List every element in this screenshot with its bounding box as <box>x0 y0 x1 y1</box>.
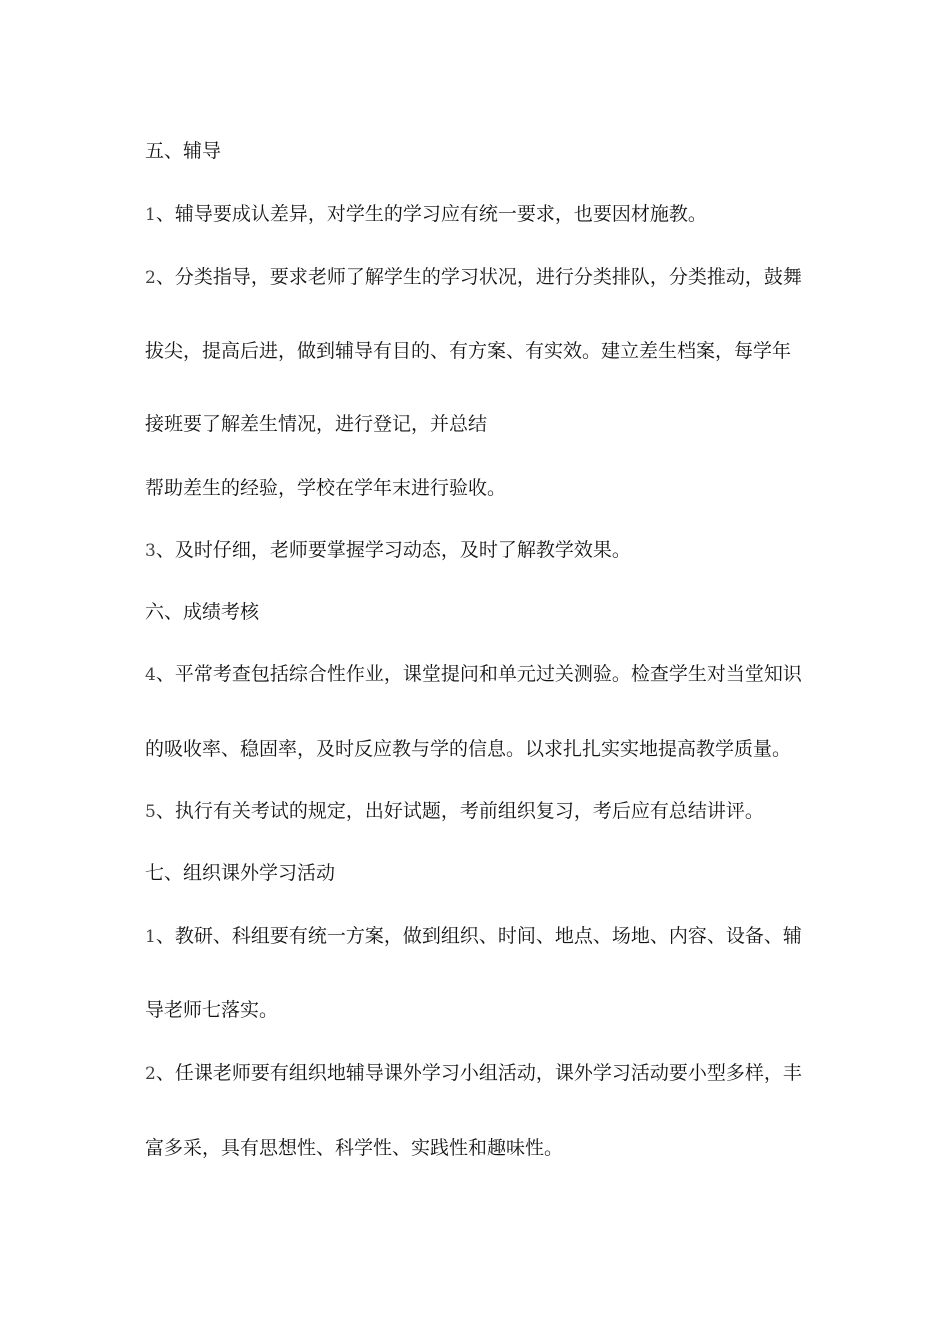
item-number: 2 <box>145 268 156 288</box>
paragraph-text: 、教研、科组要有统一方案，做到组织、时间、地点、场地、内容、设备、辅 <box>155 925 802 947</box>
paragraph-line <box>145 661 845 688</box>
paragraph-line: 帮助差生的经验，学校在学年末进行验收。 <box>145 477 507 499</box>
paragraph-text: 、分类指导，要求老师了解学生的学习状况，进行分类排队，分类推动，鼓舞 <box>155 266 802 288</box>
paragraph-text: 、执行有关考试的规定，出好试题，考前组织复习，考后应有总结讲评。 <box>155 800 764 822</box>
item-number: 2 <box>145 1064 156 1084</box>
paragraph-line <box>145 923 845 950</box>
item-number: 1 <box>145 927 156 947</box>
paragraph-text: 、任课老师要有组织地辅导课外学习小组活动，课外学习活动要小型多样，丰 <box>155 1062 802 1084</box>
section-heading: 六、成绩考核 <box>145 601 260 623</box>
paragraph-text: 、平常考查包括综合性作业，课堂提问和单元过关测验。检查学生对当堂知识 <box>155 663 802 685</box>
paragraph-line: 接班要了解差生情况，进行登记，并总结 <box>145 413 488 435</box>
paragraph-line: 导老师七落实。 <box>145 999 279 1021</box>
paragraph-line: 的吸收率、稳固率，及时反应教与学的信息。以求扎扎实实地提高教学质量。 <box>145 738 792 760</box>
paragraph <box>145 201 845 228</box>
paragraph-text: 、及时仔细，老师要掌握学习动态，及时了解教学效果。 <box>155 539 631 561</box>
section-heading: 七、组织课外学习活动 <box>145 862 336 884</box>
paragraph <box>145 798 845 825</box>
paragraph-line: 拔尖，提高后进，做到辅导有目的、有方案、有实效。建立差生档案，每学年 <box>145 340 792 362</box>
item-number: 5 <box>145 802 156 822</box>
item-number: 1 <box>145 205 156 225</box>
paragraph <box>145 537 845 564</box>
item-number: 4 <box>145 665 156 685</box>
paragraph-line <box>145 264 845 291</box>
section-heading: 五、辅导 <box>145 140 222 162</box>
paragraph-text: 、辅导要成认差异，对学生的学习应有统一要求，也要因材施教。 <box>155 203 707 225</box>
item-number: 3 <box>145 541 156 561</box>
paragraph-line <box>145 1060 845 1087</box>
paragraph-line: 富多采，具有思想性、科学性、实践性和趣味性。 <box>145 1137 564 1159</box>
